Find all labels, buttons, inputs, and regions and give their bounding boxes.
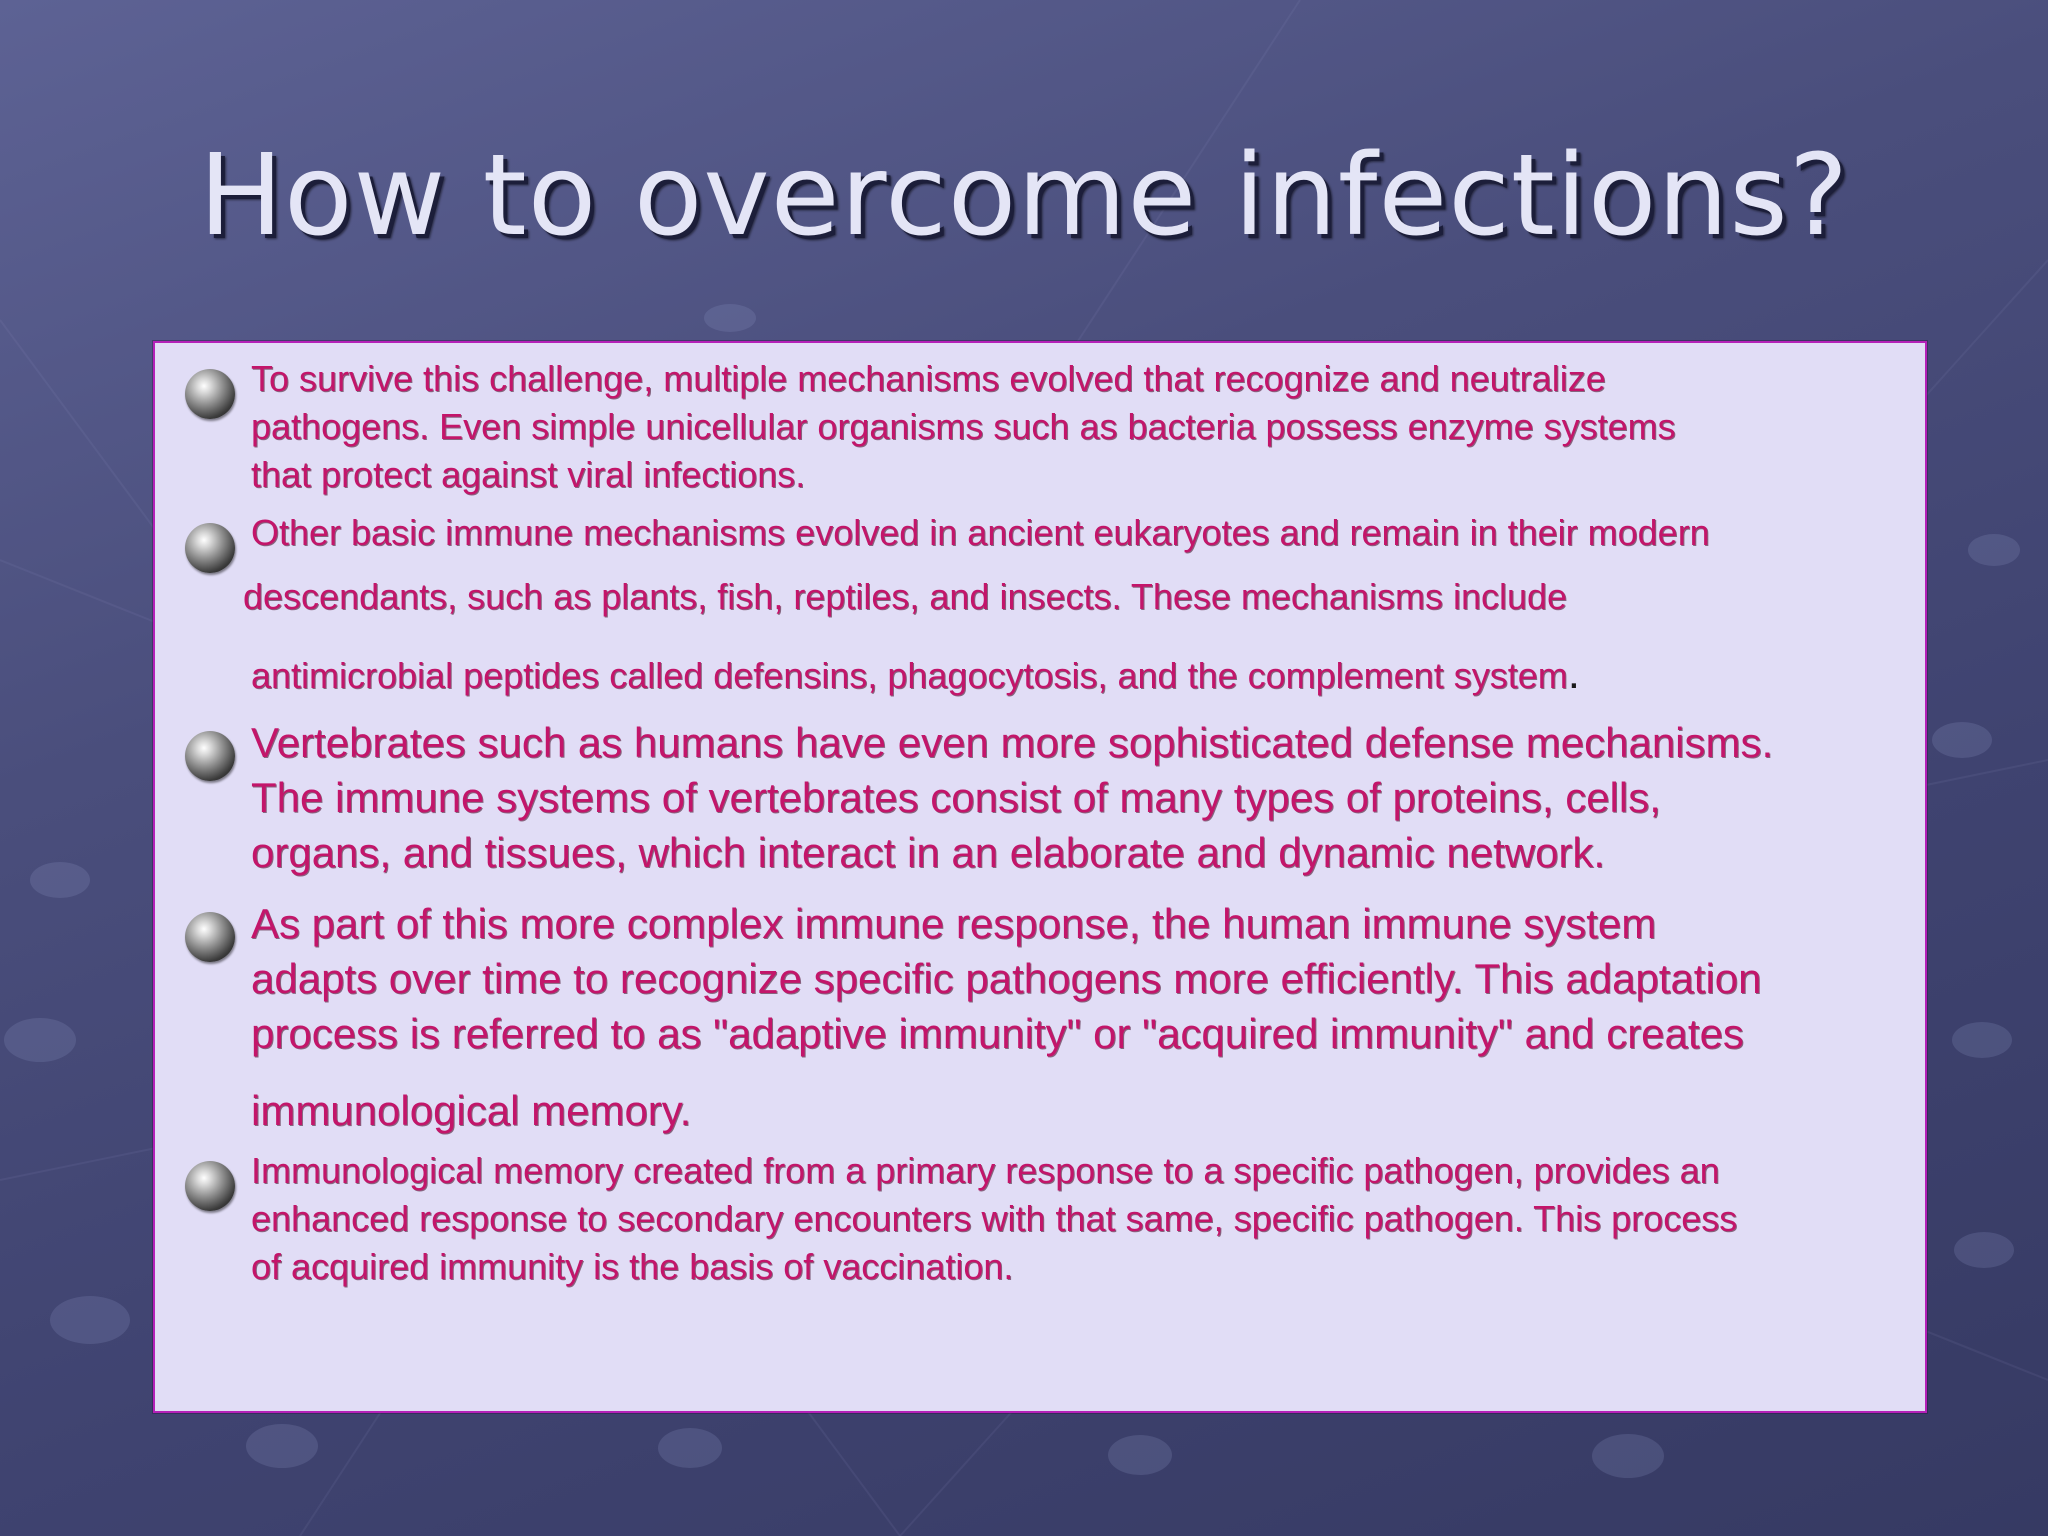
bullet-line: enhanced response to secondary encounters with that same, specific pathogen. This process [251, 1198, 1738, 1239]
bullet-text [251, 1083, 1911, 1138]
bullet-line: descendants, such as plants, fish, reptiles, and insects. These mechanisms include [243, 576, 1568, 617]
bullet-text [243, 573, 1903, 621]
bullet-text [251, 355, 1911, 499]
bullet-text [251, 715, 1911, 880]
bullet-line: process is referred to as "adaptive immunity" or "acquired immunity" and creates [251, 1010, 1744, 1057]
bullet-line: As part of this more complex immune response, the human immune system [251, 900, 1657, 947]
bullet-line: pathogens. Even simple unicellular organisms such as bacteria possess enzyme systems [251, 406, 1676, 447]
bullet-line: immunological memory. [251, 1087, 692, 1134]
bullet-text [251, 1147, 1911, 1291]
sphere-bullet-icon [185, 912, 235, 962]
sphere-bullet-icon [185, 1161, 235, 1211]
slide-title: How to overcome infections? [198, 131, 1850, 261]
sphere-bullet-icon [185, 731, 235, 781]
bullet-text [251, 509, 1911, 557]
bullet-text [251, 650, 1911, 700]
bullet-line: The immune systems of vertebrates consist of many types of proteins, cells, [251, 774, 1661, 821]
bullet-line: Other basic immune mechanisms evolved in ancient eukaryotes and remain in their modern [251, 512, 1710, 553]
bullet-line: Vertebrates such as humans have even more sophisticated defense mechanisms. [251, 719, 1774, 766]
bullet-text [251, 896, 1911, 1061]
bullet-line: To survive this challenge, multiple mechanisms evolved that recognize and neutralize [251, 358, 1606, 399]
bullet-line: adapts over time to recognize specific pathogens more efficiently. This adaptation [251, 955, 1762, 1002]
bullet-line: organs, and tissues, which interact in an elaborate and dynamic network. [251, 829, 1606, 876]
bullet-line: of acquired immunity is the basis of vaccination. [251, 1246, 1014, 1287]
bullet-line: that protect against viral infections. [251, 454, 806, 495]
bullet-line: Immunological memory created from a primary response to a specific pathogen, provides an [251, 1150, 1720, 1191]
bullet-line: antimicrobial peptides called defensins, phagocytosis, and the complement system [251, 655, 1568, 696]
bullet-trailing-mark: . [1567, 649, 1580, 698]
sphere-bullet-icon [185, 523, 235, 573]
sphere-bullet-icon [185, 369, 235, 419]
content-box [153, 341, 1927, 1413]
